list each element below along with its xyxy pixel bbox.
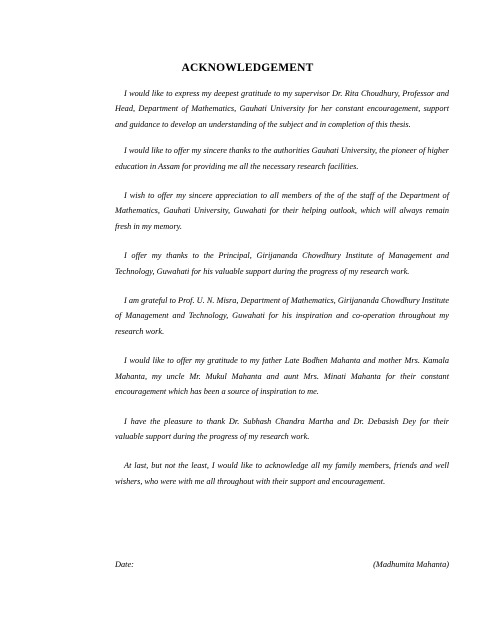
date-label: Date: <box>115 560 134 569</box>
acknowledgement-body <box>115 86 449 503</box>
paragraph-supervisor: I would like to express my deepest gratitude to my supervisor Dr. Rita Choudhury, Professor and Head, Department of Mathematics, Gauhati University for her constant encouragement, support and guidance to develop an understanding of the subject and in completion of this thesis. <box>115 89 449 129</box>
paragraph-colleagues: I have the pleasure to thank Dr. Subhash Chandra Martha and Dr. Debasish Dey for their valuable support during the progress of my research work. <box>115 416 449 441</box>
author-signature: (Madhumita Mahanta) <box>373 560 449 569</box>
paragraph-university: I would like to offer my sincere thanks to the authorities Gauhati University, the pioneer of higher education in Assam for providing me all the necessary research facilities. <box>115 146 449 171</box>
paragraph-family-parents: I would like to offer my gratitude to my father Late Bodhen Mahanta and mother Mrs. Kamala Mahanta, my uncle Mr. Mukul Mahanta and aunt Mrs. Minati Mahanta for their constant encouragement which has been a source of inspiration to me. <box>115 356 449 397</box>
paragraph-professor: I am grateful to Prof. U. N. Misra, Department of Mathematics, Girijananda Chowdhury Institute of Management and Technology, Guwahati for his inspiration and co-operation throughout my research work. <box>115 296 449 336</box>
paragraph-department-staff: I wish to offer my sincere appreciation to all members of the of the staff of the Department of Mathematics, Gauhati University, Guwahati for their helping outlook, which will always remain fresh in my memory. <box>115 191 449 231</box>
page-title: ACKNOWLEDGEMENT <box>181 62 314 74</box>
paragraph-closing: At last, but not the least, I would like to acknowledge all my family members, friends and well wishers, who were with me all throughout with their support and encouragement. <box>115 461 449 486</box>
paragraph-principal: I offer my thanks to the Principal, Girijananda Chowdhury Institute of Management and Technology, Guwahati for his valuable support during the progress of my research work. <box>115 251 449 276</box>
